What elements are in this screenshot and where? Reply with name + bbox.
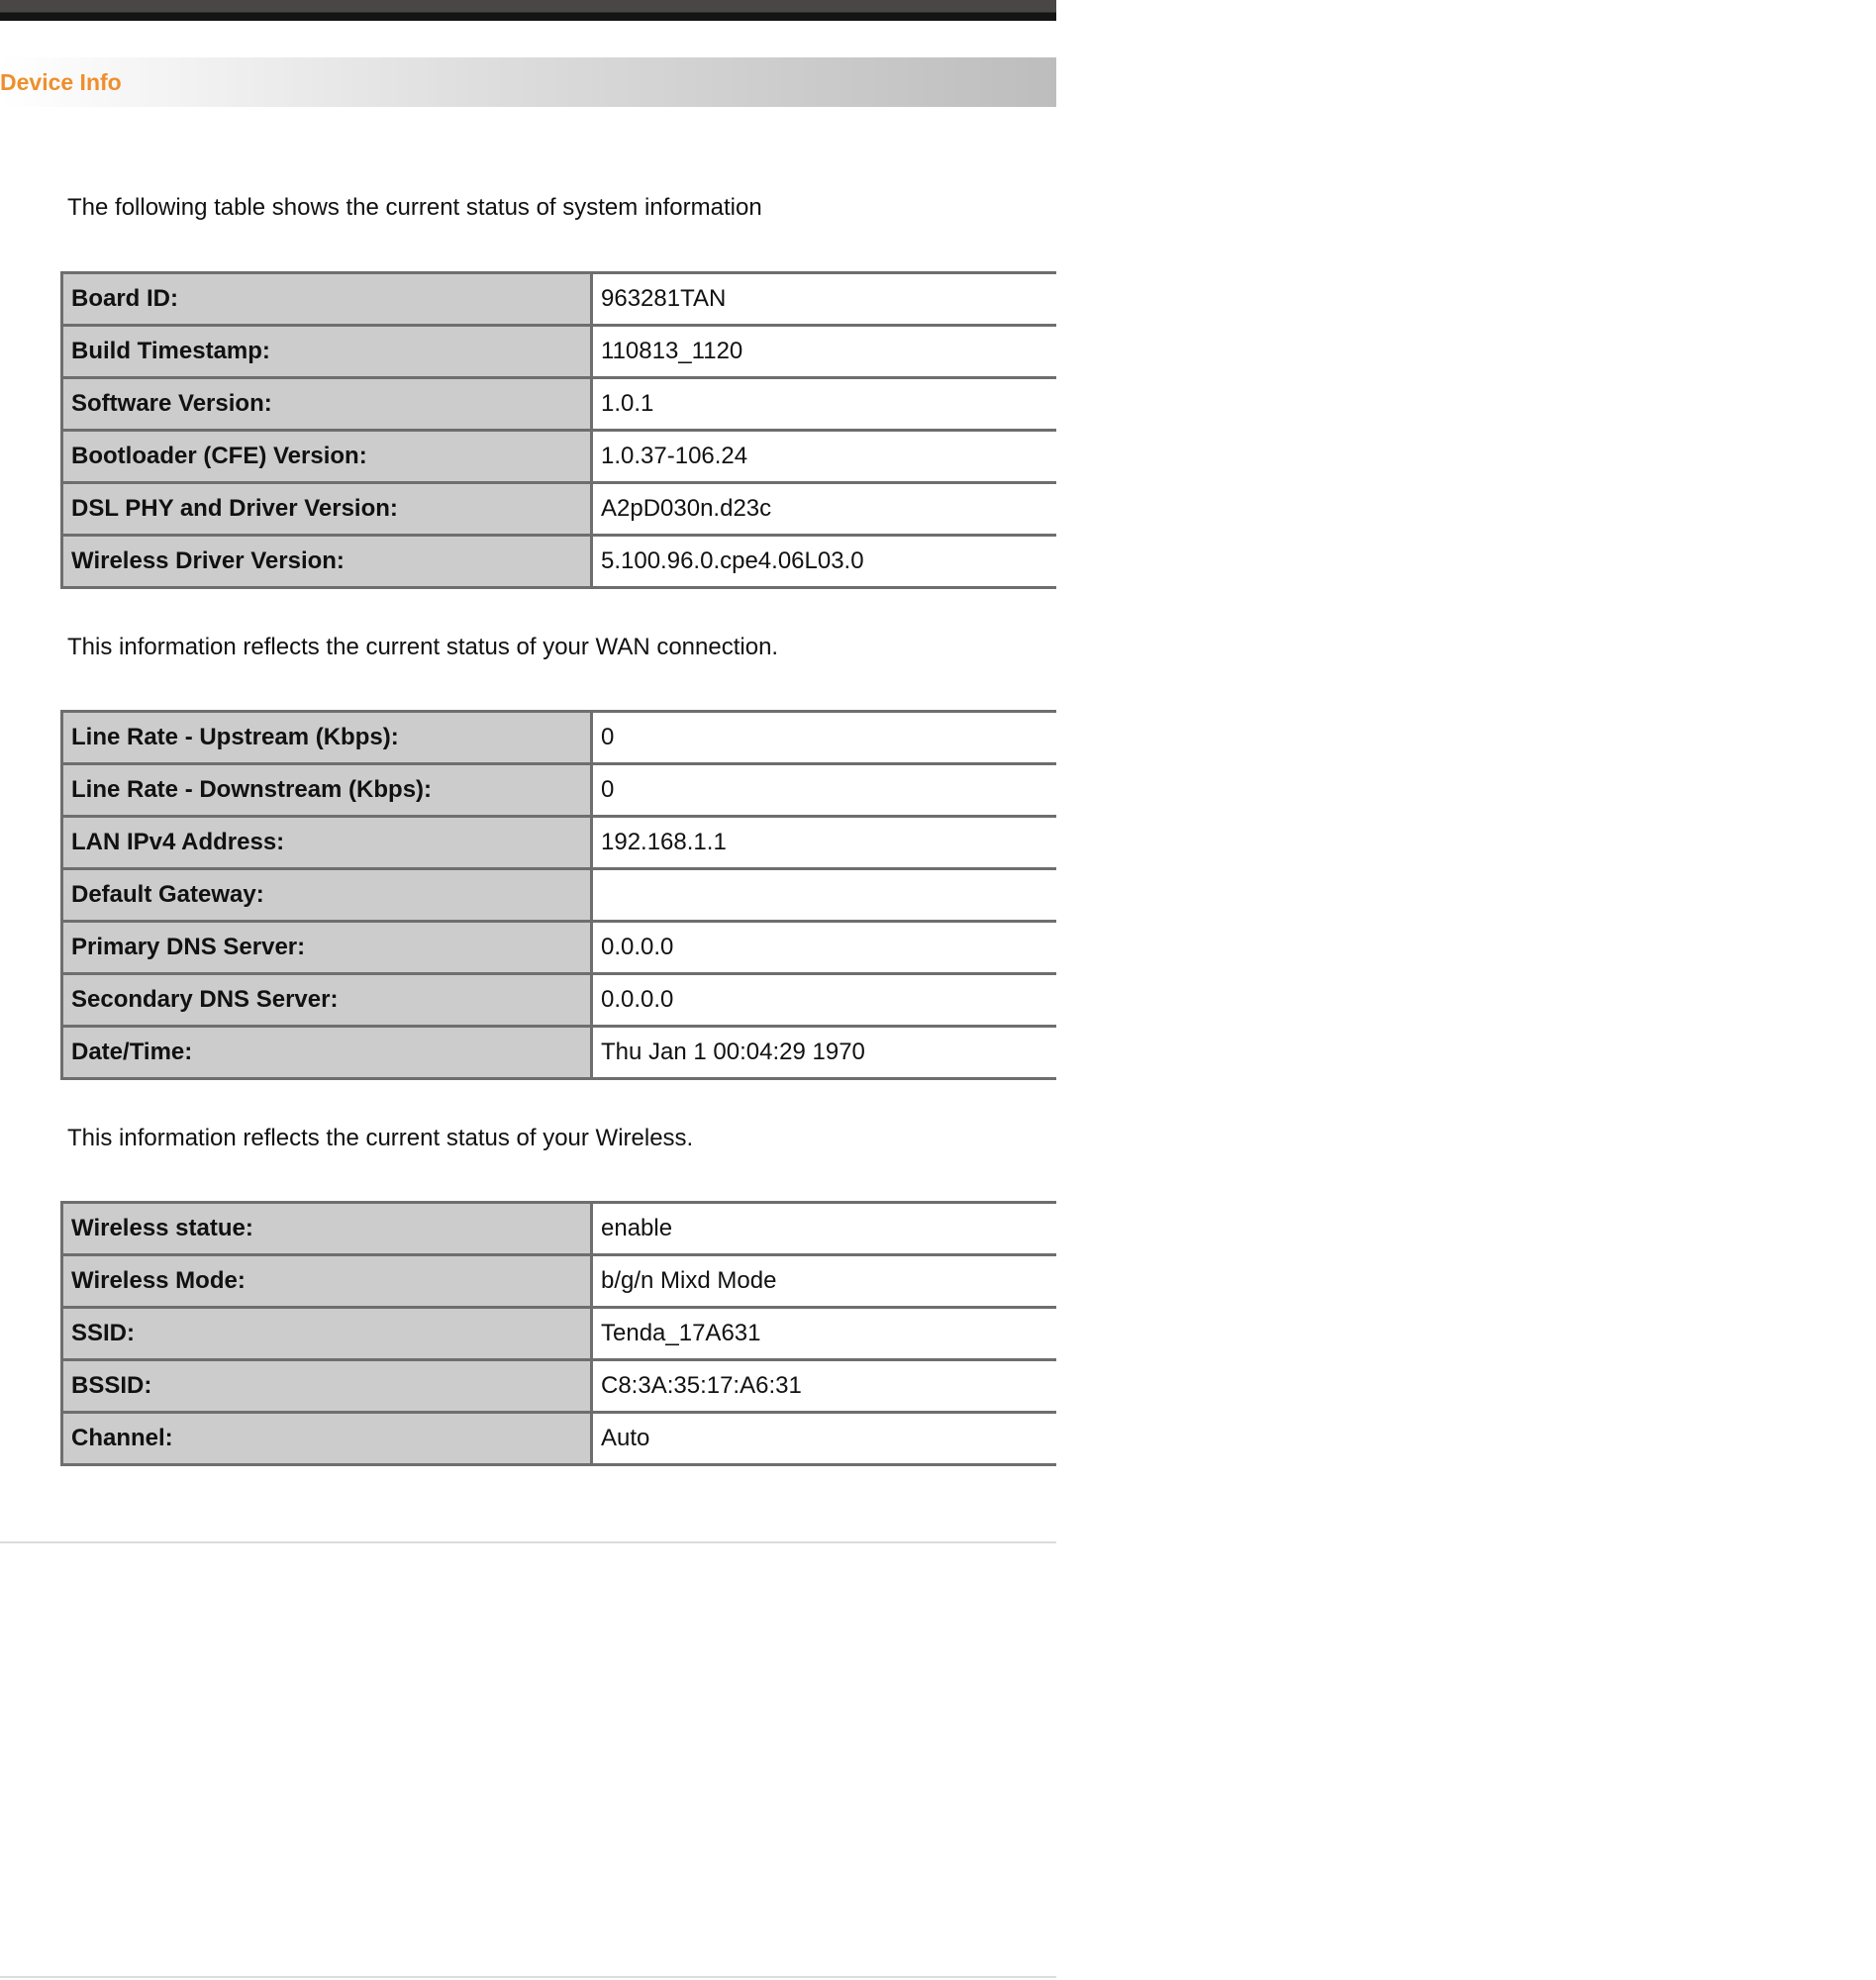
line-rate-downstream-label: Line Rate - Downstream (Kbps):: [62, 764, 592, 817]
channel-value: Auto: [592, 1413, 1057, 1465]
line-rate-upstream-value: 0: [592, 712, 1057, 764]
table-row: [62, 922, 1057, 974]
board-id-label: Board ID:: [62, 273, 592, 326]
bssid-label: BSSID:: [62, 1360, 592, 1413]
build-timestamp-value: 110813_1120: [592, 326, 1057, 378]
table-row: [62, 817, 1057, 869]
primary-dns-value: 0.0.0.0: [592, 922, 1057, 974]
table-row: [62, 378, 1057, 431]
table-row: [62, 1027, 1057, 1079]
table-row: [62, 536, 1057, 588]
dsl-phy-version-value: A2pD030n.d23c: [592, 483, 1057, 536]
ssid-value: Tenda_17A631: [592, 1308, 1057, 1360]
wireless-mode-label: Wireless Mode:: [62, 1255, 592, 1308]
dsl-phy-version-label: DSL PHY and Driver Version:: [62, 483, 592, 536]
board-id-value: 963281TAN: [592, 273, 1057, 326]
wireless-status-label: Wireless statue:: [62, 1203, 592, 1255]
wireless-info-table: [60, 1201, 1056, 1466]
bssid-value: C8:3A:35:17:A6:31: [592, 1360, 1057, 1413]
page-title: Device Info: [0, 69, 122, 95]
wireless-mode-value: b/g/n Mixd Mode: [592, 1255, 1057, 1308]
software-version-value: 1.0.1: [592, 378, 1057, 431]
line-rate-upstream-label: Line Rate - Upstream (Kbps):: [62, 712, 592, 764]
system-info-description: The following table shows the current status of system information: [67, 194, 762, 221]
software-version-label: Software Version:: [62, 378, 592, 431]
bootloader-version-value: 1.0.37-106.24: [592, 431, 1057, 483]
channel-label: Channel:: [62, 1413, 592, 1465]
table-row: [62, 1413, 1057, 1465]
secondary-dns-value: 0.0.0.0: [592, 974, 1057, 1027]
lan-ipv4-address-value: 192.168.1.1: [592, 817, 1057, 869]
wireless-driver-version-value: 5.100.96.0.cpe4.06L03.0: [592, 536, 1057, 588]
secondary-dns-label: Secondary DNS Server:: [62, 974, 592, 1027]
ssid-label: SSID:: [62, 1308, 592, 1360]
table-row: [62, 1255, 1057, 1308]
default-gateway-value: [592, 869, 1057, 922]
bootloader-version-label: Bootloader (CFE) Version:: [62, 431, 592, 483]
date-time-label: Date/Time:: [62, 1027, 592, 1079]
table-row: [62, 869, 1057, 922]
footer-divider: [0, 1976, 1056, 1978]
table-row: [62, 483, 1057, 536]
system-info-table: [60, 271, 1056, 589]
wireless-driver-version-label: Wireless Driver Version:: [62, 536, 592, 588]
wireless-status-value: enable: [592, 1203, 1057, 1255]
wireless-info-description: This information reflects the current status of your Wireless.: [67, 1125, 694, 1151]
table-row: [62, 764, 1057, 817]
table-row: [62, 712, 1057, 764]
table-row: [62, 974, 1057, 1027]
table-row: [62, 273, 1057, 326]
date-time-value: Thu Jan 1 00:04:29 1970: [592, 1027, 1057, 1079]
wan-info-table: [60, 710, 1056, 1080]
content-divider: [0, 1541, 1056, 1543]
line-rate-downstream-value: 0: [592, 764, 1057, 817]
table-row: [62, 1203, 1057, 1255]
table-row: [62, 431, 1057, 483]
build-timestamp-label: Build Timestamp:: [62, 326, 592, 378]
table-row: [62, 1360, 1057, 1413]
default-gateway-label: Default Gateway:: [62, 869, 592, 922]
table-row: [62, 1308, 1057, 1360]
wan-info-description: This information reflects the current status of your WAN connection.: [67, 634, 779, 660]
table-row: [62, 326, 1057, 378]
lan-ipv4-address-label: LAN IPv4 Address:: [62, 817, 592, 869]
primary-dns-label: Primary DNS Server:: [62, 922, 592, 974]
title-bar: [0, 57, 1056, 107]
top-bar: [0, 0, 1056, 21]
